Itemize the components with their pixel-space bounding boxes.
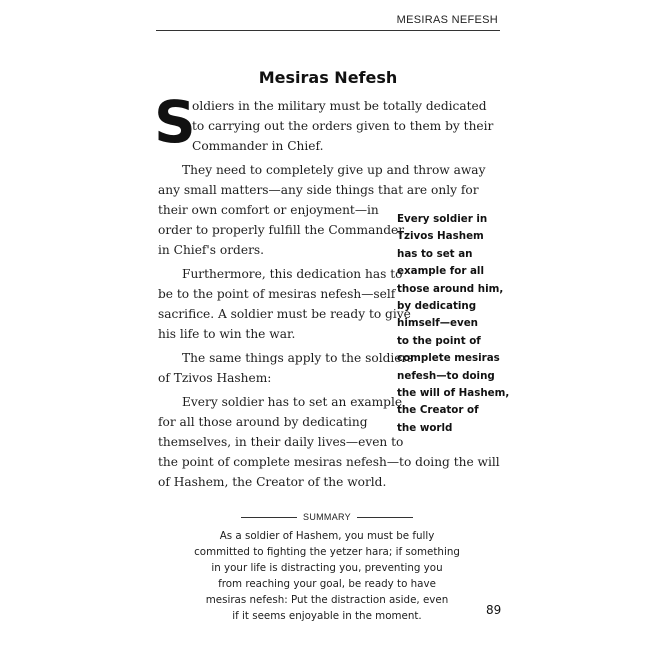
summary-rule-left (241, 517, 297, 518)
body-line: be to the point of mesiras nefesh—self (158, 287, 396, 301)
body-line: the point of complete mesiras nefesh—to doing the will (158, 455, 500, 469)
body-line: The same things apply to the soldiers (182, 351, 414, 365)
running-head: MESIRAS NEFESH (396, 14, 498, 26)
body-line: oldiers in the military must be totally dedicated (192, 99, 487, 113)
pull-quote-line: has to set an (397, 247, 473, 260)
summary-line: As a soldier of Hashem, you must be fully (219, 530, 435, 542)
pull-quote-line: Tzivos Hashem (397, 230, 484, 243)
summary-line: committed to fighting the yetzer hara; if something (194, 546, 460, 558)
body-line: They need to completely give up and throw away (182, 163, 486, 177)
pull-quote-line: complete mesiras (397, 352, 500, 365)
body-line: of Tzivos Hashem: (158, 371, 272, 385)
pull-quote-line: nefesh—to doing (397, 369, 495, 382)
summary-label: SUMMARY (303, 512, 351, 522)
pull-quote-line: the Creator of (397, 404, 479, 417)
body-line: for all those around by dedicating (158, 415, 368, 429)
pull-quote-line: those around him, (397, 282, 504, 295)
pull-quote-line: Every soldier in (397, 213, 488, 225)
pull-quote-line: the will of Hashem, (397, 387, 510, 400)
body-line: Furthermore, this dedication has to (182, 267, 403, 281)
body-line: his life to win the war. (158, 327, 296, 341)
body-line: sacrifice. A soldier must be ready to give (158, 307, 411, 321)
pull-quote-line: example for all (397, 265, 484, 278)
body-line: of Hashem, the Creator of the world. (158, 475, 387, 489)
summary-line: in your life is distracting you, preventing you (211, 562, 443, 574)
body-line: order to properly fulfill the Commander (158, 223, 405, 237)
pull-quote-line: himself—even (397, 317, 479, 330)
body-line: Every soldier has to set an example (182, 395, 403, 409)
summary-line: if it seems enjoyable in the moment. (232, 610, 422, 622)
body-line: themselves, in their daily lives—even to (158, 435, 404, 449)
pull-quote-line: by dedicating (397, 300, 477, 313)
body-line: any small matters—any side things that are only for (158, 183, 479, 197)
body-line: their own comfort or enjoyment—in (158, 203, 379, 217)
chapter-title: Mesiras Nefesh (258, 68, 398, 87)
pull-quote (397, 211, 509, 437)
summary-heading (222, 510, 432, 524)
summary-rule-right (357, 517, 413, 518)
summary-line: mesiras nefesh: Put the distraction aside, even (205, 594, 449, 606)
pull-quote-line: the world (397, 421, 453, 434)
summary-line: from reaching your goal, be ready to have (218, 578, 436, 590)
body-line: in Chief's orders. (158, 243, 265, 257)
summary-text (180, 528, 474, 624)
drop-cap: S (154, 88, 196, 156)
pull-quote-line: to the point of (397, 334, 481, 347)
body-line: Commander in Chief. (192, 139, 324, 153)
body-line: to carrying out the orders given to them by their (192, 119, 494, 133)
page-number: 89 (486, 603, 502, 617)
header-rule (156, 30, 500, 31)
